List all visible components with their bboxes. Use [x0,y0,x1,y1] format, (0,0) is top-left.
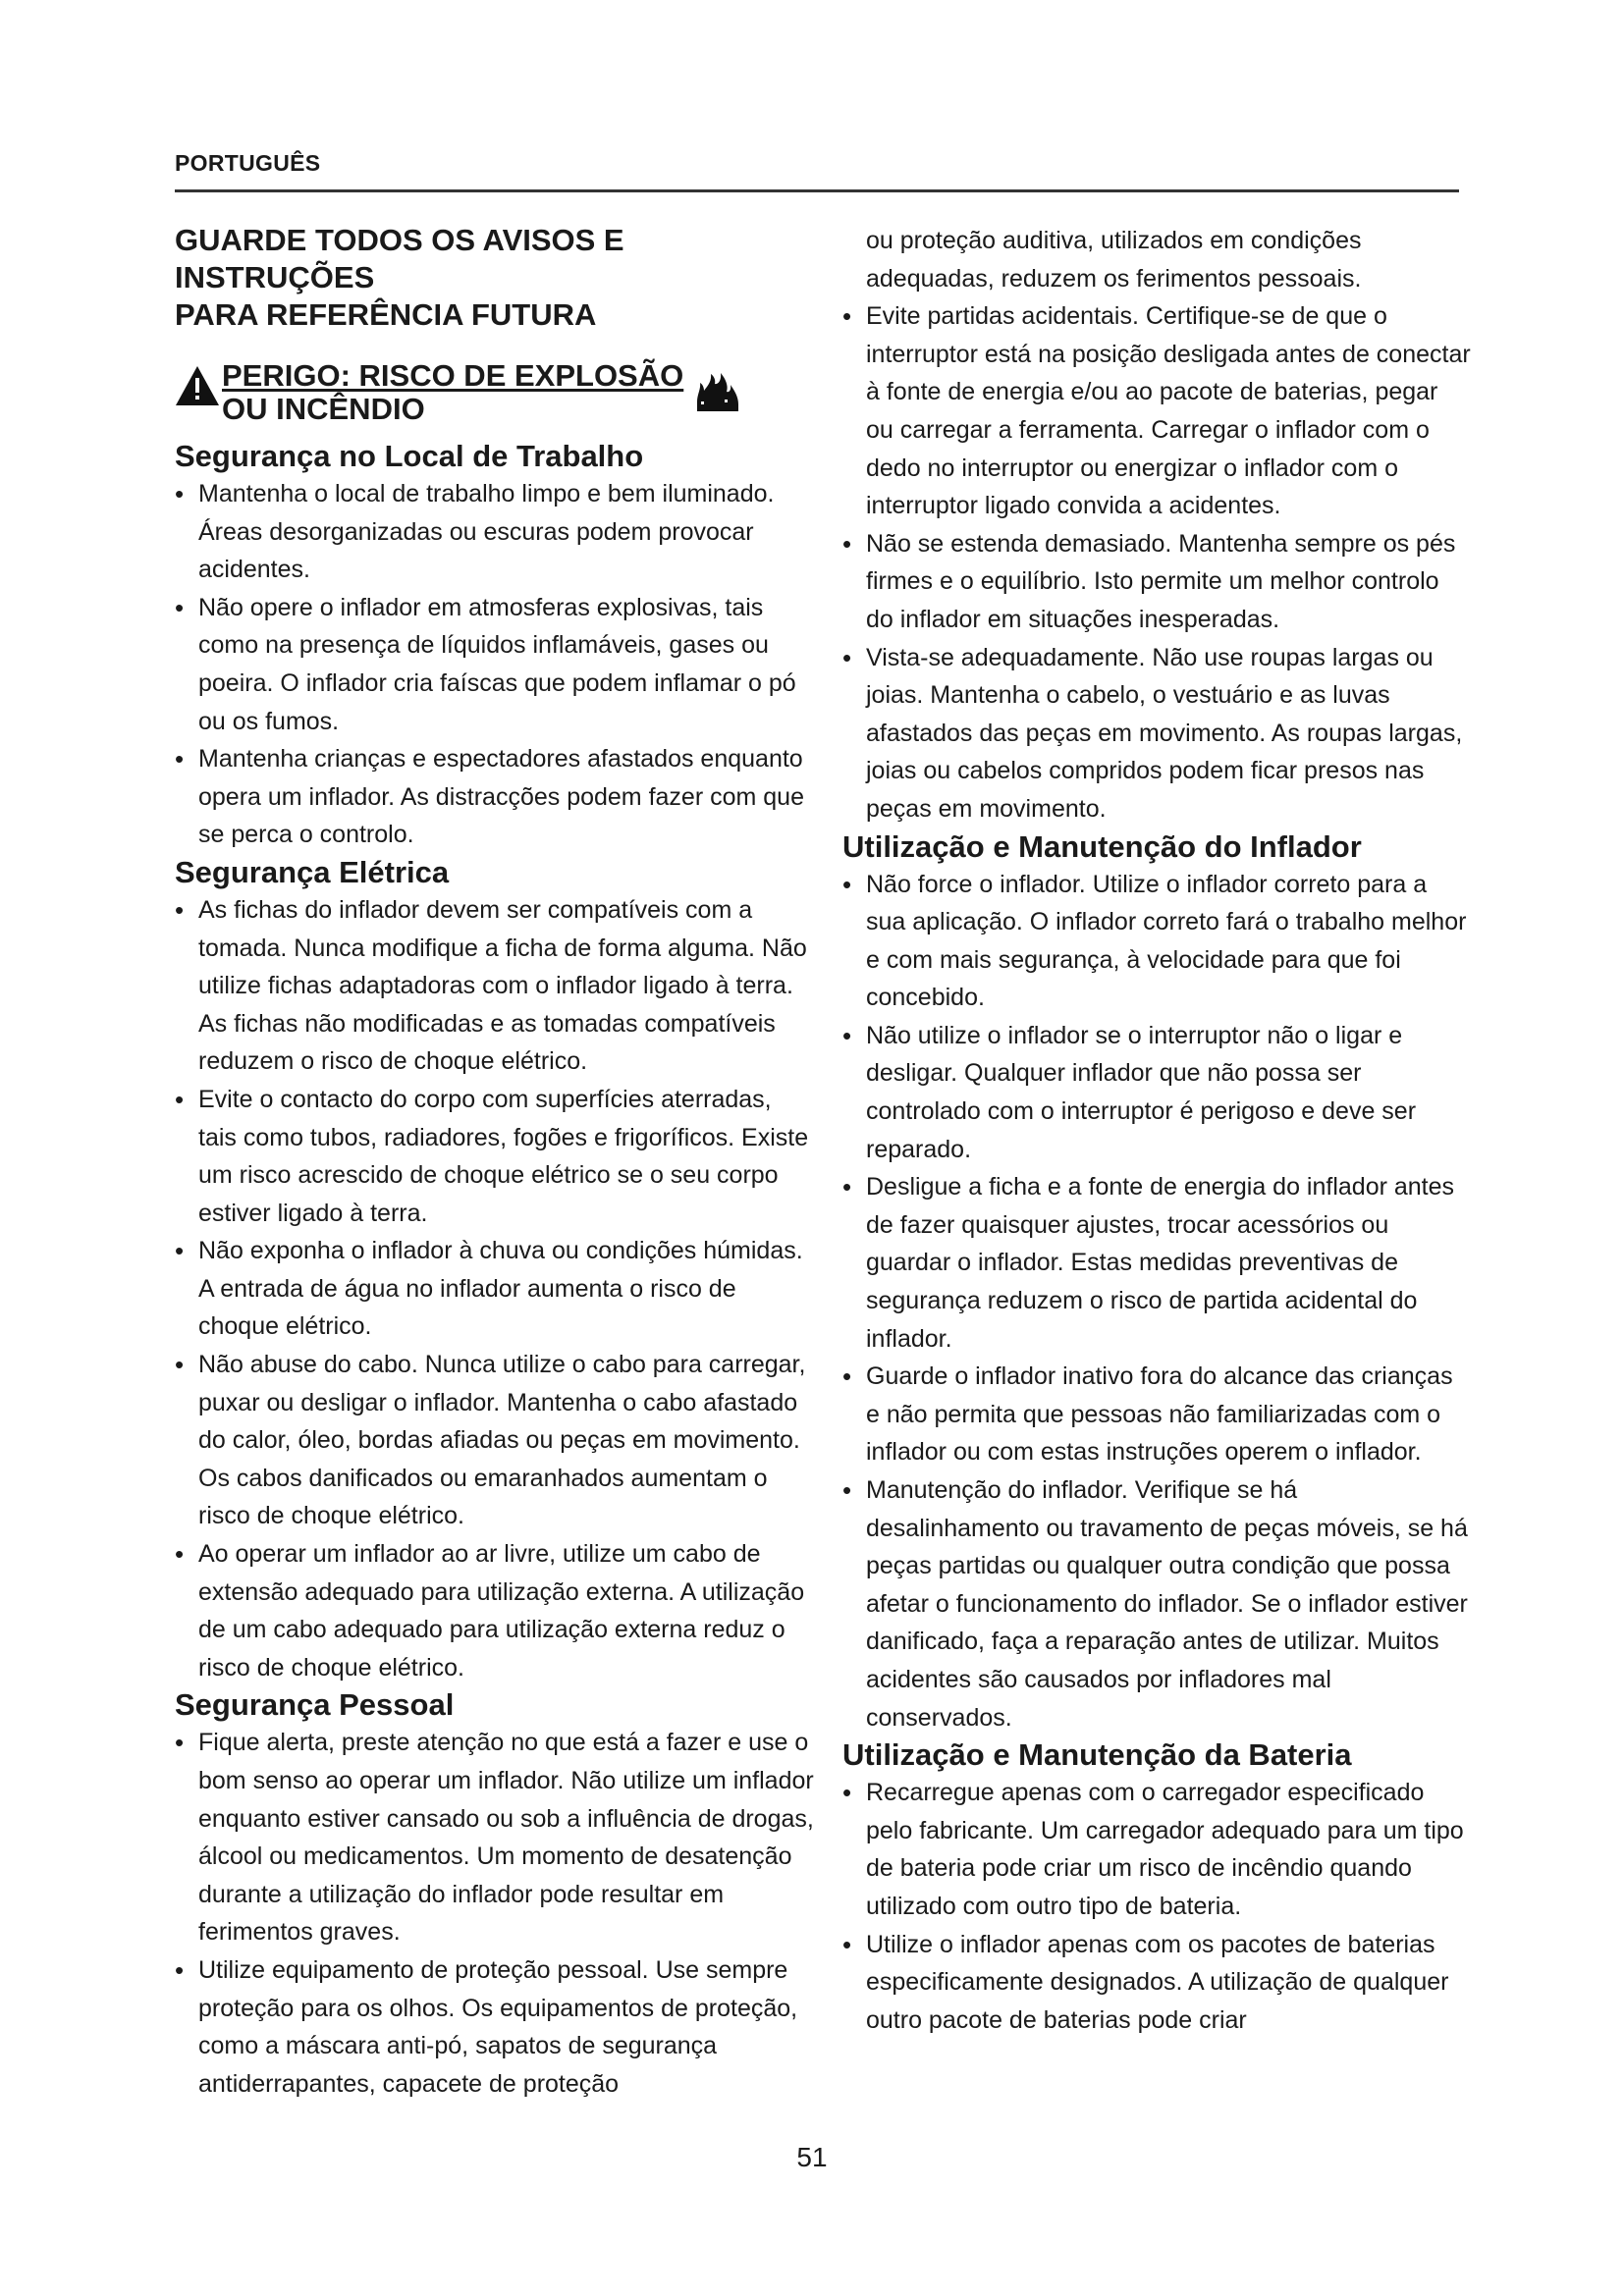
inflator-use-list [842,866,1471,1737]
list-item: • Utilize o inflador apenas com os pacotes de baterias especificamente designados. A utilização de qualquer outro pacote de baterias pode criar [842,1926,1471,2040]
header-rule [175,189,1459,192]
list-item: • Mantenha o local de trabalho limpo e bem iluminado. Áreas desorganizadas ou escuras podem provocar acidentes. [175,475,815,589]
warning-triangle-icon [175,365,220,406]
list-item: • Evite partidas acidentais. Certifique-se de que o interruptor está na posição desligada antes de conectar à fonte de energia e/ou ao pacote de baterias, pegar ou carregar a ferramenta. Carregar o inflador com o dedo no interruptor ou energizar o inflador com o interruptor ligado convida a acidentes. [842,297,1471,525]
list-item: • Mantenha crianças e espectadores afastados enquanto opera um inflador. As distracções podem fazer com que se perca o controlo. [175,740,815,854]
page-number: 51 [796,2142,828,2172]
inflator-use-heading: Utilização e Manutenção do Inflador [842,828,1362,864]
list-item: • Fique alerta, preste atenção no que está a fazer e use o bom senso ao operar um inflador. Não utilize um inflador enquanto estiver cansado ou sob a influência de drogas, álcool ou medicamentos. Um momento de desatenção durante a utilização do inflador pode resultar em ferimentos graves. [175,1724,815,1951]
continued-text: ou proteção auditiva, utilizados em condições adequadas, reduzem os ferimentos pessoais. [866,227,1362,293]
list-item: • Não abuse do cabo. Nunca utilize o cabo para carregar, puxar ou desligar o inflador. Mantenha o cabo afastado do calor, óleo, bordas afiadas ou peças em movimento. Os cabos danificados ou emaranhados aumentam o risco de choque elétrico. [175,1346,815,1535]
list-item: • Manutenção do inflador. Verifique se há desalinhamento ou travamento de peças móveis, se há peças partidas ou qualquer outra condição que possa afetar o funcionamento do inflador. Se o inflador estiver danificado, faça a reparação antes de utilizar. Muitos acidentes são causados por infladores mal conservados. [842,1471,1471,1736]
battery-use-heading: Utilização e Manutenção da Bateria [842,1737,1352,1773]
personal-list-continued [842,297,1471,828]
danger-title [222,359,683,426]
list-item: • Não se estenda demasiado. Mantenha sempre os pés firmes e o equilíbrio. Isto permite um melhor controlo do inflador em situações inesperadas. [842,525,1471,639]
work-area-heading: Segurança no Local de Trabalho [175,439,644,473]
list-item: • As fichas do inflador devem ser compatíveis com a tomada. Nunca modifique a ficha de forma alguma. Não utilize fichas adaptadoras com o inflador ligado à terra. As fichas não modificadas e as tomadas compatíveis reduzem o risco de choque elétrico. [175,891,815,1081]
list-item: • Guarde o inflador inativo fora do alcance das crianças e não permita que pessoas não familiarizadas com o inflador ou com estas instruções operem o inflador. [842,1358,1471,1471]
fire-explosion-icon [695,369,740,412]
list-item: • Não opere o inflador em atmosferas explosivas, tais como na presença de líquidos inflamáveis, gases ou poeira. O inflador cria faíscas que podem inflamar o pó ou os fumos. [175,589,815,740]
work-area-list [175,475,815,854]
list-item: • Não force o inflador. Utilize o inflador correto para a sua aplicação. O inflador correto fará o trabalho melhor e com mais segurança, à velocidade para que foi concebido. [842,866,1471,1017]
right-column [842,222,1471,2039]
left-column [175,222,815,2103]
personal-heading: Segurança Pessoal [175,1687,455,1723]
list-item: • Não exponha o inflador à chuva ou condições húmidas. A entrada de água no inflador aumenta o risco de choque elétrico. [175,1232,815,1346]
danger-notice [175,359,815,438]
danger-title-line1: PERIGO: RISCO DE EXPLOSÃO [222,358,684,393]
list-item: • Evite o contacto do corpo com superfícies aterradas, tais como tubos, radiadores, fogões e frigoríficos. Existe um risco acrescido de choque elétrico se o seu corpo estiver ligado à terra. [175,1081,815,1232]
main-heading-line1: GUARDE TODOS OS AVISOS E INSTRUÇÕES [175,223,624,294]
personal-list [175,1724,815,2103]
electrical-list [175,891,815,1686]
list-item: • Utilize equipamento de proteção pessoal. Use sempre proteção para os olhos. Os equipamentos de proteção, como a máscara anti-pó, sapatos de segurança antiderrapantes, capacete de proteção [175,1951,815,2103]
main-heading [175,222,815,334]
list-item: • Desligue a ficha e a fonte de energia do inflador antes de fazer quaisquer ajustes, trocar acessórios ou guardar o inflador. Estas medidas preventivas de segurança reduzem o risco de partida acidental do inflador. [842,1168,1471,1358]
language-label: PORTUGUÊS [175,150,321,176]
electrical-heading: Segurança Elétrica [175,854,450,889]
list-item: • Ao operar um inflador ao ar livre, utilize um cabo de extensão adequado para utilização externa. A utilização de um cabo adequado para utilização externa reduz o risco de choque elétrico. [175,1535,815,1686]
main-heading-line2: PARA REFERÊNCIA FUTURA [175,297,597,332]
list-item: • Recarregue apenas com o carregador especificado pelo fabricante. Um carregador adequado para um tipo de bateria pode criar um risco de incêndio quando utilizado com outro tipo de bateria. [842,1774,1471,1925]
list-item: • Vista-se adequadamente. Não use roupas largas ou joias. Mantenha o cabelo, o vestuário e as luvas afastados das peças em movimento. As roupas largas, joias ou cabelos compridos podem ficar presos nas peças em movimento. [842,639,1471,828]
list-item: • Não utilize o inflador se o interruptor não o ligar e desligar. Qualquer inflador que não possa ser controlado com o interruptor é perigoso e deve ser reparado. [842,1017,1471,1168]
danger-title-line2: OU INCÊNDIO [222,392,425,426]
battery-use-list [842,1774,1471,2039]
